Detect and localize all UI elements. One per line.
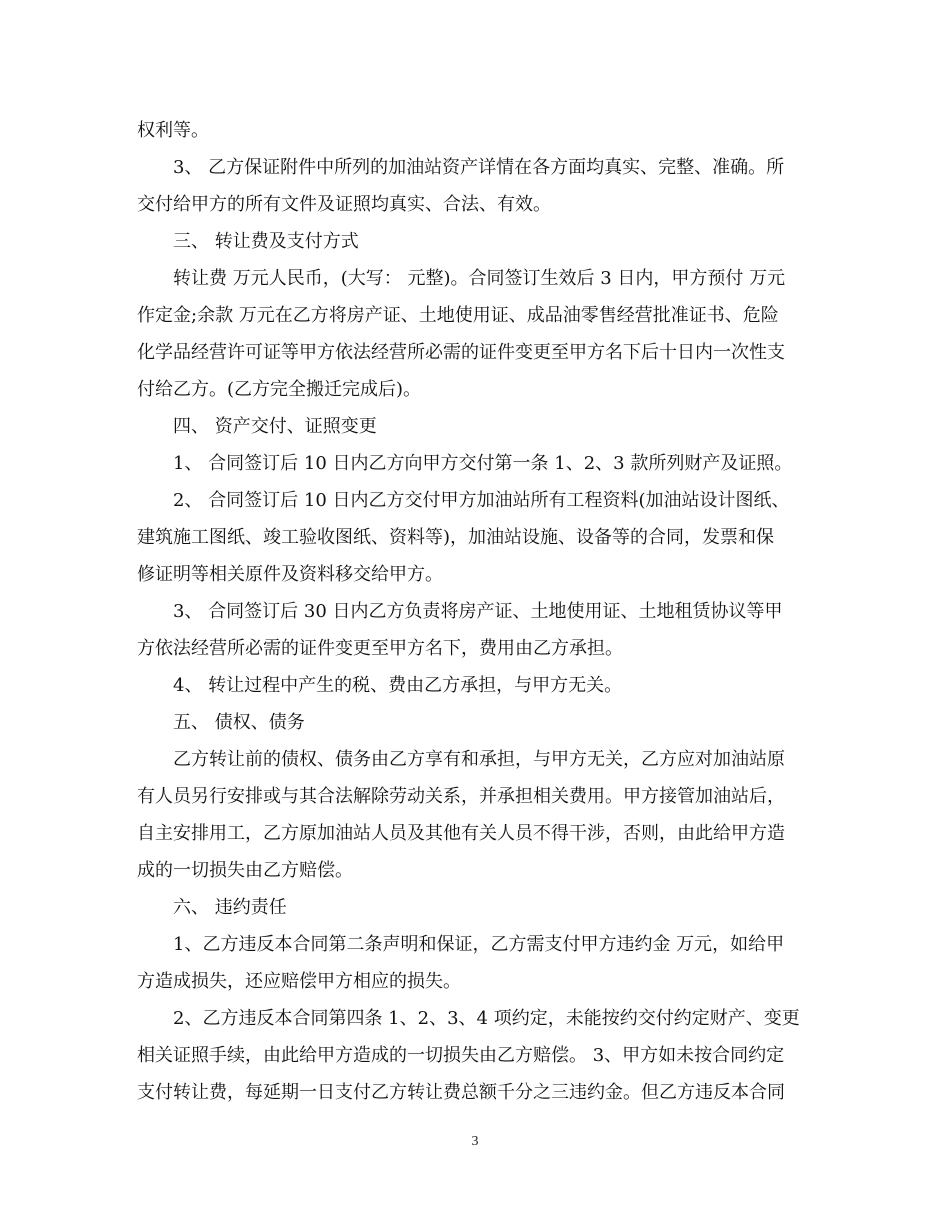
text-line: 4、 转让过程中产生的税、费由乙方承担，与甲方无关。 — [173, 675, 623, 696]
section-heading: 四、 资产交付、证照变更 — [173, 416, 377, 437]
text-line: 3、 合同签订后 30 日内乙方负责将房产证、土地使用证、土地租赁协议等甲 — [173, 601, 783, 622]
text-line: 成的一切损失由乙方赔偿。 — [137, 860, 353, 881]
text-line: 修证明等相关原件及资料移交给甲方。 — [137, 564, 443, 585]
text-line: 有人员另行安排或与其合法解除劳动关系，并承担相关费用。甲方接管加油站后， — [137, 786, 785, 807]
section-heading: 三、 转让费及支付方式 — [173, 231, 359, 252]
text-line: 相关证照手续，由此给甲方造成的一切损失由乙方赔偿。 3、甲方如未按合同约定 — [137, 1045, 785, 1066]
text-line: 1、乙方违反本合同第二条声明和保证，乙方需支付甲方违约金 万元，如给甲 — [173, 934, 785, 955]
text-line: 作定金;余款 万元在乙方将房产证、土地使用证、成品油零售经营批准证书、危险 — [137, 305, 779, 326]
text-line: 2、乙方违反本合同第四条 1、2、3、4 项约定，未能按约交付约定财产、变更 — [173, 1008, 800, 1029]
text-line: 2、 合同签订后 10 日内乙方交付甲方加油站所有工程资料(加油站设计图纸、 — [173, 490, 790, 511]
document-body — [137, 112, 813, 1111]
section-heading: 六、 违约责任 — [173, 897, 287, 918]
text-line: 付给乙方。(乙方完全搬迁完成后)。 — [137, 379, 422, 400]
text-line: 交付给甲方的所有文件及证照均真实、合法、有效。 — [137, 194, 551, 215]
text-line: 乙方转让前的债权、债务由乙方享有和承担，与甲方无关，乙方应对加油站原 — [173, 749, 785, 770]
text-line: 1、 合同签订后 10 日内乙方向甲方交付第一条 1、2、3 款所列财产及证照。 — [173, 453, 793, 474]
text-line: 化学品经营许可证等甲方依法经营所必需的证件变更至甲方名下后十日内一次性支 — [137, 342, 785, 363]
section-heading: 五、 债权、债务 — [173, 712, 305, 733]
text-line: 3、 乙方保证附件中所列的加油站资产详情在各方面均真实、完整、准确。所 — [173, 157, 785, 178]
text-line: 转让费 万元人民币，(大写： 元整)。合同签订生效后 3 日内，甲方预付 万元 — [173, 268, 786, 289]
text-line: 自主安排用工，乙方原加油站人员及其他有关人员不得干涉，否则，由此给甲方造 — [137, 823, 785, 844]
page-number: 3 — [471, 1134, 479, 1149]
text-line: 支付转让费，每延期一日支付乙方转让费总额千分之三违约金。但乙方违反本合同 — [137, 1082, 785, 1103]
text-line: 建筑施工图纸、竣工验收图纸、资料等)，加油站设施、设备等的合同，发票和保 — [137, 527, 775, 548]
text-line: 权利等。 — [137, 120, 209, 141]
text-line: 方造成损失，还应赔偿甲方相应的损失。 — [137, 971, 461, 992]
text-line: 方依法经营所必需的证件变更至甲方名下，费用由乙方承担。 — [137, 638, 623, 659]
